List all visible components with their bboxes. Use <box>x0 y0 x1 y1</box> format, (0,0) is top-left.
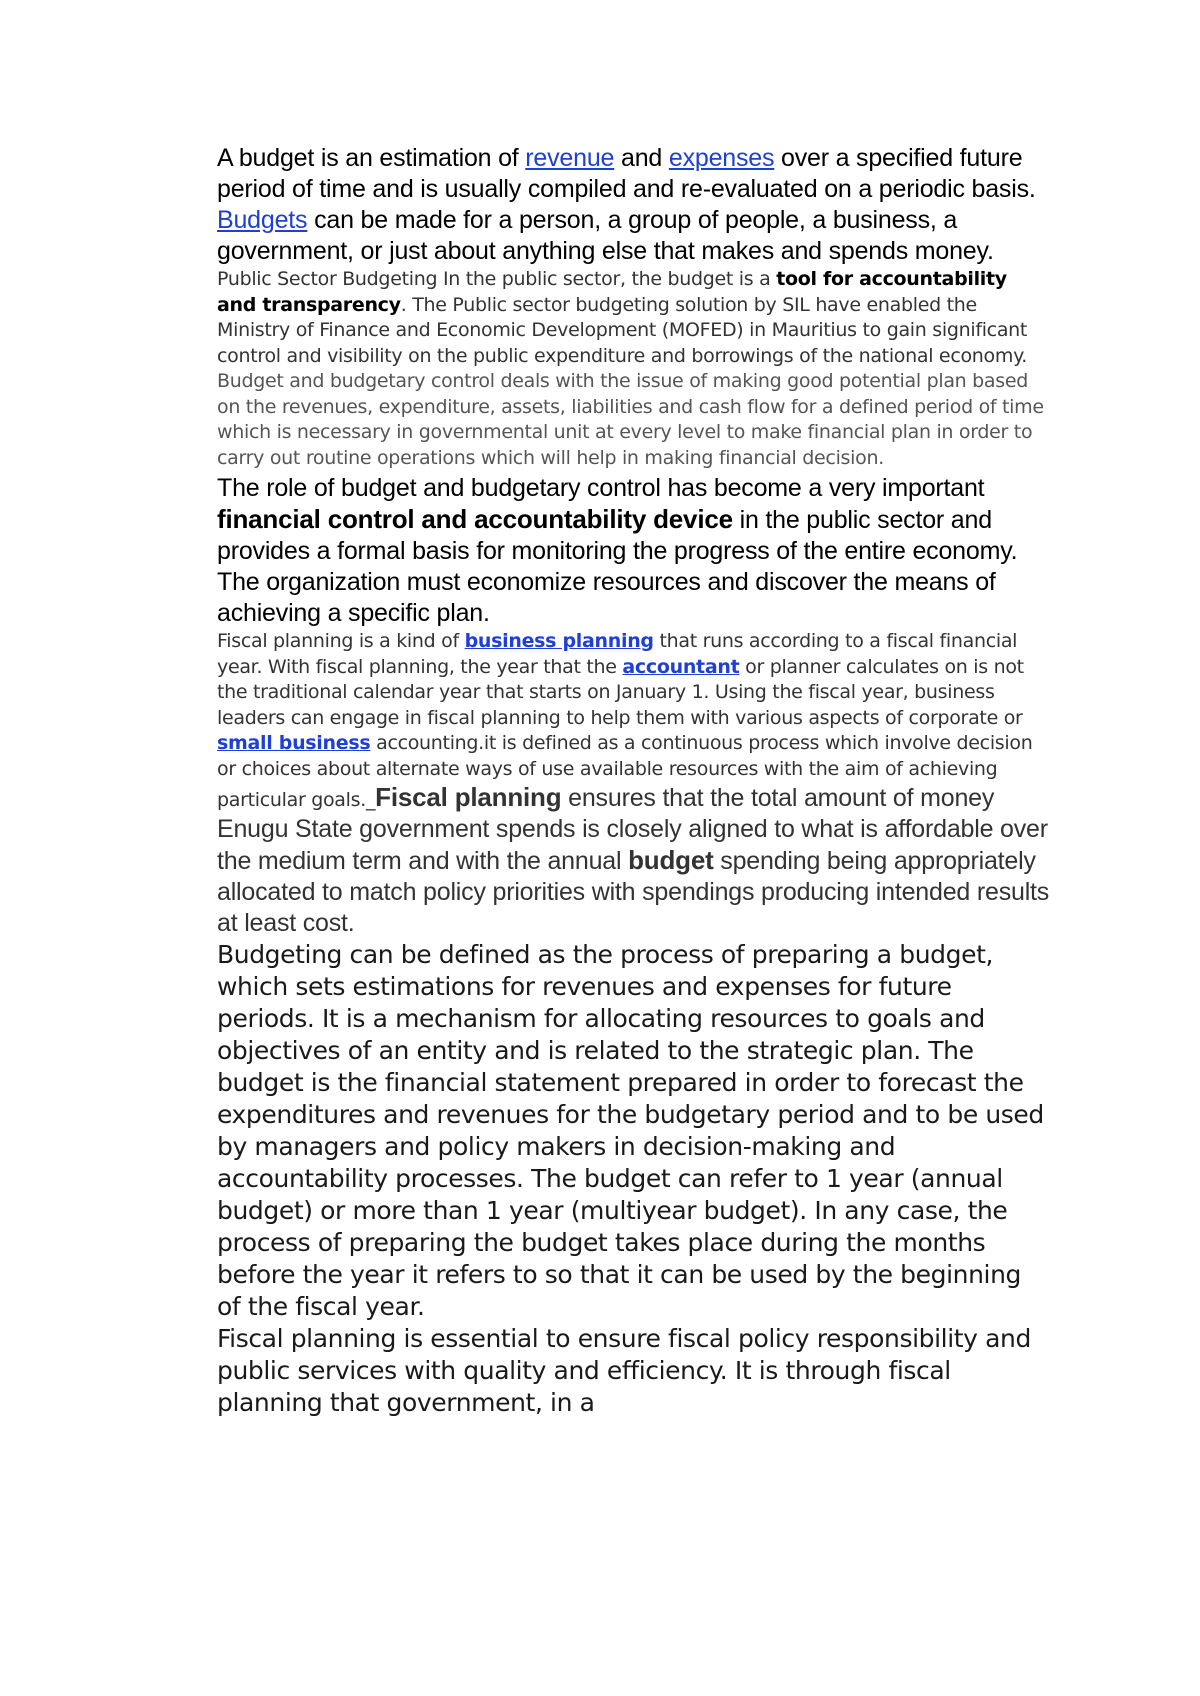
text: can be made for a person, a group of people, a business, a government, or just about anything else that makes and spends money. <box>217 206 994 265</box>
paragraph-fiscal-planning <box>217 629 1050 939</box>
bold-text: tool for accountability and transparency <box>217 268 1007 316</box>
text: accounting.it is defined as a continuous process which involve decision or choices about alternate ways of use available resources with the aim of achieving particular goals._ <box>217 732 1033 811</box>
paragraph-role-of-budget <box>217 473 1050 629</box>
text: spending being appropriately allocated to match policy priorities with spendings producing intended results at least cost. <box>217 847 1050 937</box>
text: A budget is an estimation of <box>217 144 526 172</box>
text: Public Sector Budgeting In the public sector, the budget is a <box>217 268 777 290</box>
link-expenses[interactable]: expenses <box>668 144 775 172</box>
paragraph-budgeting-definition <box>217 939 1050 1323</box>
link-business-planning[interactable]: business planning <box>464 630 654 652</box>
bold-text: financial control and accountability device <box>217 504 733 534</box>
text: over a specified future period of time and is usually compiled and re-evaluated on a periodic basis. <box>217 144 1036 203</box>
link-accountant[interactable]: accountant <box>622 655 740 678</box>
paragraph-budget-definition <box>217 143 1050 267</box>
paragraph-budgetary-control <box>217 369 1050 471</box>
text: in the public sector and provides a formal basis for monitoring the progress of the entire economy. The organization must economize resources and discover the means of achieving a specific plan. <box>217 506 1018 627</box>
bold-text: budget <box>628 845 714 875</box>
paragraph-public-sector-budgeting <box>217 267 1050 369</box>
text: Budgeting can be defined as the process of preparing a budget, which sets estimations for revenues and expenses for future periods. It is a mechanism for allocating resources to goals and objectives of an entity and is related to the strategic plan. The budget is the financial statement prepared in order to forecast the expenditures and revenues for the budgetary period and to be used by managers and policy makers in decision-making and accountability processes. The budget can refer to 1 year (annual budget) or more than 1 year (multiyear budget). In any case, the process of preparing the budget takes place during the months before the year it refers to so that it can be used by the beginning of the fiscal year. <box>217 940 1044 1321</box>
text: Budget and budgetary control deals with the issue of making good potential plan based on the revenues, expenditure, assets, liabilities and cash flow for a defined period of time which is necessary in governmental unit at every level to make financial plan in order to carry out routine operations which will help in making financial decision. <box>217 370 1044 469</box>
text: . The Public sector budgeting solution by SIL have enabled the Ministry of Finance and Economic Development (MOFED) in Mauritius to gain significant control and visibility on the public expenditure and borrowings of the national economy. <box>217 293 1028 367</box>
text: and <box>614 144 669 172</box>
paragraph-fiscal-planning-essential <box>217 1323 1050 1419</box>
text: Fiscal planning is a kind of <box>217 630 465 652</box>
link-revenue[interactable]: revenue <box>525 144 615 172</box>
link-budgets[interactable]: Budgets <box>217 206 308 234</box>
link-small-business[interactable]: small business <box>217 732 371 754</box>
text: that runs according to a fiscal financial year. With fiscal planning, the year that the <box>217 630 1018 678</box>
text: Fiscal planning is essential to ensure fiscal policy responsibility and public services with quality and efficiency. It is through fiscal planning that government, in a <box>217 1324 1031 1417</box>
text: ensures that the total amount of money Enugu State government spends is closely aligned to what is affordable over the medium term and with the annual <box>217 784 1048 875</box>
bold-text: Fiscal planning <box>375 782 562 812</box>
text: The role of budget and budgetary control has become a very important <box>217 474 985 502</box>
text: or planner calculates on is not the traditional calendar year that starts on January 1. Using the fiscal year, business leaders can engage in fiscal planning to help them with various aspects of corporate or <box>217 655 1024 729</box>
